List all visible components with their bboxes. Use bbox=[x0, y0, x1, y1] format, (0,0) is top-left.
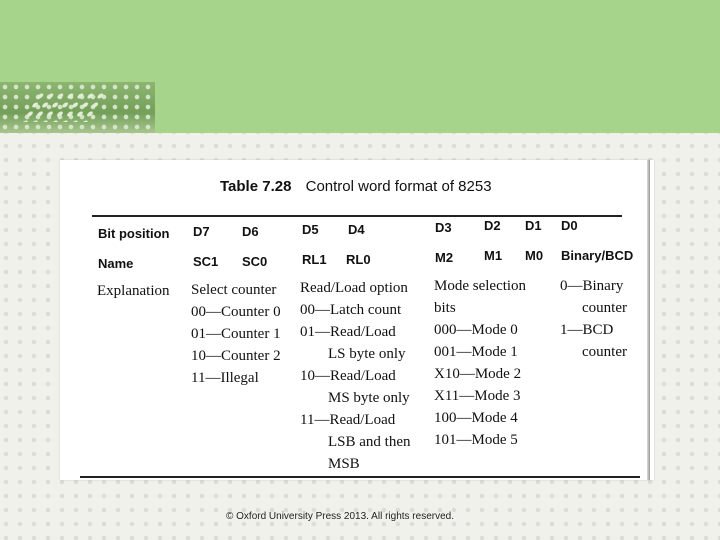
bit-d3: D3 bbox=[435, 220, 452, 235]
explanation-line: 11—Read/Load bbox=[300, 412, 396, 428]
explanation-line: MS byte only bbox=[328, 390, 410, 406]
explanation-line: 01—Read/Load bbox=[300, 324, 396, 340]
table-number: Table 7.28 bbox=[220, 178, 292, 195]
explanation-line: LS byte only bbox=[328, 346, 406, 362]
explanation-line: 000—Mode 0 bbox=[434, 322, 518, 338]
explanation-line: 00—Latch count bbox=[300, 302, 402, 318]
explanation-line: bits bbox=[434, 300, 456, 316]
scan-page-edge bbox=[647, 160, 650, 480]
explanation-line: 001—Mode 1 bbox=[434, 344, 518, 360]
explanation-line: 101—Mode 5 bbox=[434, 432, 518, 448]
explanation-line: 100—Mode 4 bbox=[434, 410, 518, 426]
explanation-select-counter bbox=[191, 279, 281, 389]
name-binary-bcd: Binary/BCD bbox=[561, 248, 634, 263]
explanation-line: Mode selection bbox=[434, 278, 527, 294]
table-bottom-rule bbox=[80, 476, 640, 478]
bit-d7: D7 bbox=[193, 224, 210, 239]
explanation-binary-bcd bbox=[560, 275, 627, 363]
table-caption: Control word format of 8253 bbox=[305, 178, 492, 195]
explanation-read-load bbox=[300, 277, 411, 475]
name-sc1: SC1 bbox=[193, 254, 219, 269]
bit-d1: D1 bbox=[525, 218, 542, 233]
explanation-line: X10—Mode 2 bbox=[434, 366, 522, 382]
explanation-line: MSB bbox=[328, 456, 360, 472]
processor-chip-image bbox=[0, 82, 155, 133]
explanation-line: Select counter bbox=[191, 282, 277, 298]
explanation-mode-selection bbox=[434, 275, 526, 451]
table-top-rule bbox=[92, 215, 622, 217]
row-label-explanation: Explanation bbox=[97, 283, 170, 299]
copyright-footer: © Oxford University Press 2013. All rights reserved. bbox=[225, 511, 454, 522]
name-m2: M2 bbox=[435, 250, 454, 265]
table-title bbox=[220, 178, 492, 195]
explanation-line: counter bbox=[582, 300, 627, 316]
name-rl1: RL1 bbox=[302, 252, 327, 267]
explanation-line: 1—BCD bbox=[560, 322, 614, 338]
row-label-name: Name bbox=[98, 256, 134, 271]
explanation-line: LSB and then bbox=[328, 434, 411, 450]
name-rl0: RL0 bbox=[346, 252, 371, 267]
bit-d6: D6 bbox=[242, 224, 259, 239]
explanation-line: X11—Mode 3 bbox=[434, 388, 521, 404]
row-label-bit-position: Bit position bbox=[98, 226, 170, 241]
bit-d4: D4 bbox=[348, 222, 365, 237]
name-m0: M0 bbox=[525, 248, 544, 263]
explanation-line: 10—Counter 2 bbox=[191, 348, 281, 364]
bit-d2: D2 bbox=[484, 218, 501, 233]
name-sc0: SC0 bbox=[242, 254, 268, 269]
bit-d0: D0 bbox=[561, 218, 578, 233]
explanation-line: 0—Binary bbox=[560, 278, 624, 294]
explanation-line: counter bbox=[582, 344, 627, 360]
name-m1: M1 bbox=[484, 248, 503, 263]
explanation-line: 01—Counter 1 bbox=[191, 326, 281, 342]
explanation-line: Read/Load option bbox=[300, 280, 408, 296]
explanation-line: 10—Read/Load bbox=[300, 368, 396, 384]
explanation-line: 11—Illegal bbox=[191, 370, 259, 386]
bit-d5: D5 bbox=[302, 222, 319, 237]
explanation-line: 00—Counter 0 bbox=[191, 304, 281, 320]
